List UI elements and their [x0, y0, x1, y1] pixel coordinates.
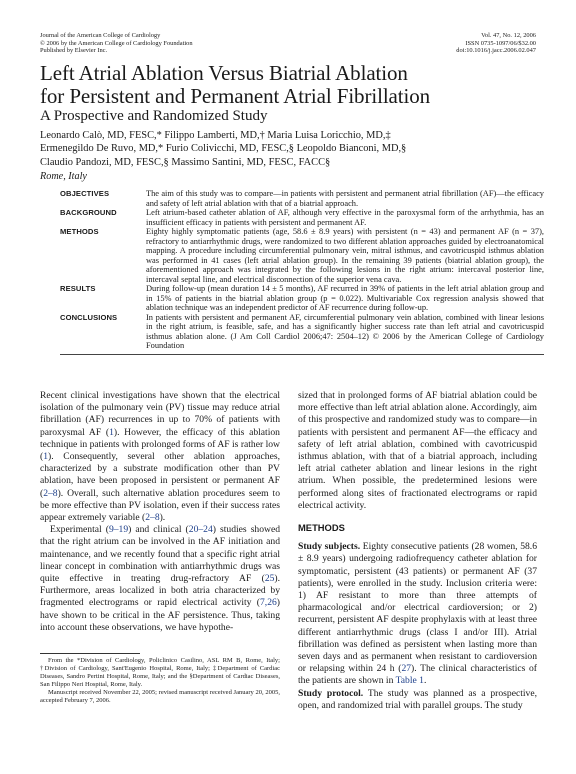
- study-protocol-paragraph: Study protocol. The study was planned as a prospective, open, and randomized trial with parallel groups. The study: [298, 687, 537, 711]
- author-line: Leonardo Calò, MD, FESC,* Filippo Lamberti, MD,† Maria Luisa Loricchio, MD,‡: [40, 130, 391, 141]
- abstract-label: METHODS: [60, 227, 99, 236]
- body-column-right: [298, 390, 537, 712]
- reference-link[interactable]: 1: [109, 426, 114, 438]
- abstract-text: Eighty highly symptomatic patients (age, 58.6 ± 8.9 years) with persistent (n = 43) and permanent AF (n = 37), refractory to antiarrhythmic drugs, were randomized to two different ablation approaches guided by electroanatomical mapping. A procedure including circumferential pulmonary vein, mitral isthmus, and cavotricuspid isthmus ablation was performed in 41 cases (left atrial ablation group). In the remaining 39 patients (biatrial ablation group), the aforementioned approach was integrated by the following lesions in the right atrium: intercaval posterior line, intercaval septal line, and electrical disconnection of the superior vena cava.: [146, 227, 544, 284]
- reference-link[interactable]: 2–8: [145, 512, 160, 524]
- title-line-2: for Persistent and Permanent Atrial Fibrillation: [40, 84, 431, 108]
- methods-heading: METHODS: [298, 522, 345, 534]
- subsection-heading: Study subjects.: [298, 541, 361, 553]
- reference-link[interactable]: 2–8: [43, 487, 58, 499]
- abstract-label: BACKGROUND: [60, 208, 117, 217]
- body-column-left: [40, 390, 280, 634]
- table-link[interactable]: Table 1: [395, 675, 424, 687]
- study-subjects-paragraph: Study subjects. Eighty consecutive patients (28 women, 58.6 ± 8.9 years) undergoing radiofrequency catheter ablation for symptomatic, persistent (43 patients) or permanent AF (37 patients), were enrolled in the study. Inclusion criteria were: 1) AF resistant to more than three attempts of pharmacological and/or electrical cardioversion; or 2) recurrent, persistent AF despite prophylaxis with at least three different antiarrhythmic drugs (class I and/or III). Atrial fibrillation was defined as persistent when lasting more than seven days and as permanent when resistant to cardioversion or relapsing within 24 h (27). The clinical characteristics of the patients are shown in Table 1.: [298, 541, 537, 687]
- article-title: [40, 62, 430, 108]
- intro-paragraph-3: sized that in prolonged forms of AF biatrial ablation could be more effective than left atrial ablation alone. Accordingly, aim of this prospective and randomized study was to compare—in patients with persistent and permanent AF—the efficacy and safety of left atrial ablation, combined with cavotricuspid isthmus ablation, with that of a biatrial approach, including left atrial catheter ablation and linear lesions in the right atrium. When possible, the predetermined lesions were performed along sites of fractionated electrograms or rapid electrical activity.: [298, 390, 537, 511]
- author-line: Ermenegildo De Ruvo, MD,* Furio Colivicchi, MD, FESC,§ Leopoldo Bianconi, MD,§: [40, 143, 407, 155]
- abstract-results: [60, 284, 544, 313]
- article-subtitle: A Prospective and Randomized Study: [40, 108, 268, 124]
- reference-link[interactable]: 27: [401, 663, 412, 675]
- issn-line: ISSN 0735-1097/06/$32.00: [465, 39, 536, 47]
- author-list: [40, 129, 406, 169]
- abstract-label: OBJECTIVES: [60, 189, 110, 198]
- title-line-1: Left Atrial Ablation Versus Biatrial Ablation: [40, 61, 408, 85]
- journal-info-right: [456, 32, 536, 55]
- journal-info-left: [40, 32, 193, 55]
- abstract-text: During follow-up (mean duration 14 ± 5 months), AF recurred in 39% of patients in the left atrial ablation group and in 15% of patients in the biatrial ablation group (p = 0.022). Multivariable Cox regression analysis showed that ablation technique was an independent predictor of AF recurrence during follow-up.: [146, 284, 544, 312]
- abstract-objectives: [60, 189, 544, 208]
- publisher-line: Published by Elsevier Inc.: [40, 47, 108, 55]
- abstract-label: RESULTS: [60, 284, 96, 293]
- abstract-text: The aim of this study was to compare—in patients with persistent and permanent atrial fibrillation (AF)—the efficacy and safety of left atrial ablation with that of a biatrial approach.: [146, 189, 544, 208]
- abstract-text: Left atrium-based catheter ablation of AF, although very effective in the paroxysmal form of the arrhythmia, has an insufficient efficacy in patients with persistent and permanent AF.: [146, 208, 544, 227]
- volume-line: Vol. 47, No. 12, 2006: [481, 32, 536, 39]
- reference-link[interactable]: 7,26: [260, 597, 277, 609]
- abstract-methods: [60, 227, 544, 284]
- footnotes: [40, 657, 280, 706]
- reference-link[interactable]: 25: [264, 573, 275, 585]
- copyright-line: © 2006 by the American College of Cardiology Foundation: [40, 39, 193, 47]
- author-line: Claudio Pandozi, MD, FESC,§ Massimo Santini, MD, FESC, FACC§: [40, 156, 331, 168]
- abstract-text: In patients with persistent and permanent AF, circumferential pulmonary vein ablation, combined with linear lesions in the right atrium, is feasible, safe, and has a significantly higher success rate than left atrial and cavotricuspid isthmus ablation alone. (J Am Coll Cardiol 2006;47: 2504–12) © 2006 by the American College of Cardiology Foundation: [146, 312, 544, 350]
- subsection-heading: Study protocol.: [298, 687, 364, 699]
- reference-link[interactable]: 20–24: [188, 524, 213, 536]
- footnote-rule: [40, 653, 140, 654]
- abstract-conclusions: [60, 313, 544, 351]
- affiliation-footnote: From the *Division of Cardiology, Policlinico Casilino, ASL RM B, Rome, Italy; †Division of Cardiology, Sant'Eugenio Hospital, Rome, Italy; ‡Department of Cardiac Diseases, Sandro Pertini Hospital, Rome, Italy; and the §Department of Cardiac Diseases, San Filippo Neri Hospital, Rome, Italy.: [40, 657, 280, 689]
- intro-paragraph-2: Experimental (9–19) and clinical (20–24) studies showed that the right atrium can be involved in the AF initiation and maintenance, and we recently found that a specific right atrial linear concept in combination with antiarrhythmic drugs was quite effective in treating drug-refractory AF (25). Furthermore, areas localized in both atria characterized by fragmented electrograms or rapid electrical activity (7,26) have shown to be critical in the AF persistence. Thus, taking into account these observations, we have hypothe-: [40, 524, 281, 633]
- structured-abstract: [60, 189, 544, 355]
- location: Rome, Italy: [40, 171, 87, 182]
- intro-paragraph-1: Recent clinical investigations have shown that the electrical isolation of the pulmonary vein (PV) tissue may reduce atrial fibrillation (AF) recurrences in up to 70% of patients with paroxysmal AF (1). However, the efficacy of this ablation technique in patients with prolonged forms of AF is rather low (1). Consequently, several other ablation approaches, characterized by a substrate modification other than PV ablation, have been proposed in persistent or permanent AF (2–8). Overall, such alternative ablation procedures seem to be more effective than PV isolation, even if their success rates appear extremely variable (2–8).: [40, 390, 280, 524]
- doi-line: doi:10.1016/j.jacc.2006.02.047: [456, 47, 536, 55]
- abstract-background: [60, 208, 544, 227]
- manuscript-dates: Manuscript received November 22, 2005; revised manuscript received January 20, 2005, accepted February 7, 2006.: [40, 689, 280, 705]
- journal-name: Journal of the American College of Cardiology: [40, 32, 161, 39]
- reference-link[interactable]: 1: [43, 451, 48, 463]
- abstract-label: CONCLUSIONS: [60, 312, 118, 322]
- reference-link[interactable]: 9–19: [108, 524, 129, 536]
